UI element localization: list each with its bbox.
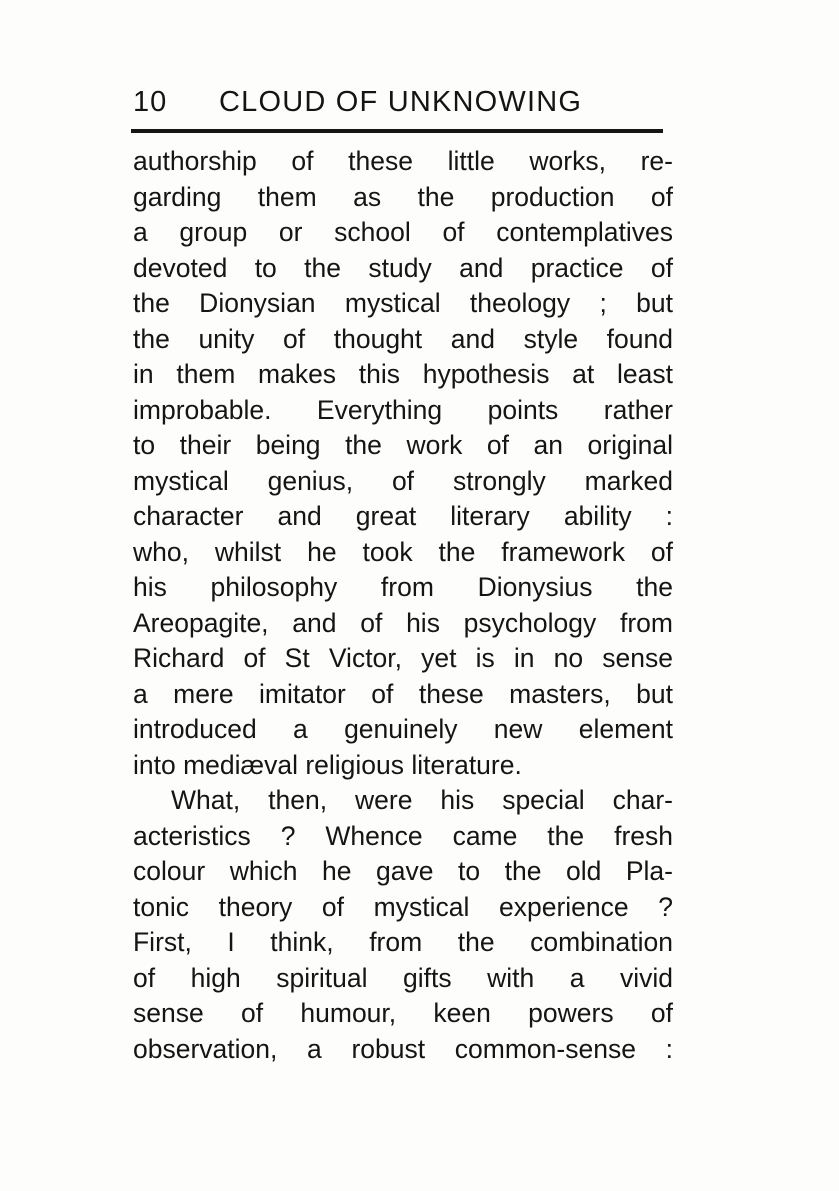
text-line: his philosophy from Dionysius the [133,572,673,602]
text-line: observation, a robust common-sense : [133,1033,673,1064]
text-line: garding them as the production of [133,181,673,212]
paragraph-2 [133,783,673,1067]
text-line: acteristics ? Whence came the fresh [133,820,673,851]
page-number: 10 [133,86,168,118]
text-line: sense of humour, keen powers of [133,998,673,1028]
text-line: in them makes this hypothesis at least [133,359,673,389]
paragraph-1 [133,144,673,783]
body-text [133,144,673,1067]
text-line: improbable. Everything points rather [133,394,673,425]
text-line: of high spiritual gifts with a vivid [133,962,673,993]
text-line: to their being the work of an original [133,430,673,460]
page-header [133,84,663,124]
text-line: a group or school of contemplatives [133,217,673,247]
text-line: mystical genius, of strongly marked [133,465,673,496]
text-line: introduced a genuinely new element [133,714,673,744]
text-line: Areopagite, and of his psychology from [133,607,673,638]
text-line: who, whilst he took the framework of [133,536,673,567]
text-line: tonic theory of mystical experience ? [133,891,673,922]
text-line: Richard of St Victor, yet is in no sense [133,643,673,673]
text-line: What, then, were his special char- [171,785,673,815]
text-line: the unity of thought and style found [133,323,673,354]
text-line: into mediæval religious literature. [133,749,522,780]
text-line: First, I think, from the combination [133,927,673,957]
text-line: the Dionysian mystical theology ; but [133,288,673,318]
text-line: colour which he gave to the old Pla- [133,856,673,886]
text-line: character and great literary ability : [133,501,673,531]
text-line: authorship of these little works, re- [133,146,673,176]
text-line: devoted to the study and practice of [133,252,673,283]
header-rule [131,129,663,133]
running-title: CLOUD OF UNKNOWING [219,86,583,118]
text-line: a mere imitator of these masters, but [133,678,673,709]
